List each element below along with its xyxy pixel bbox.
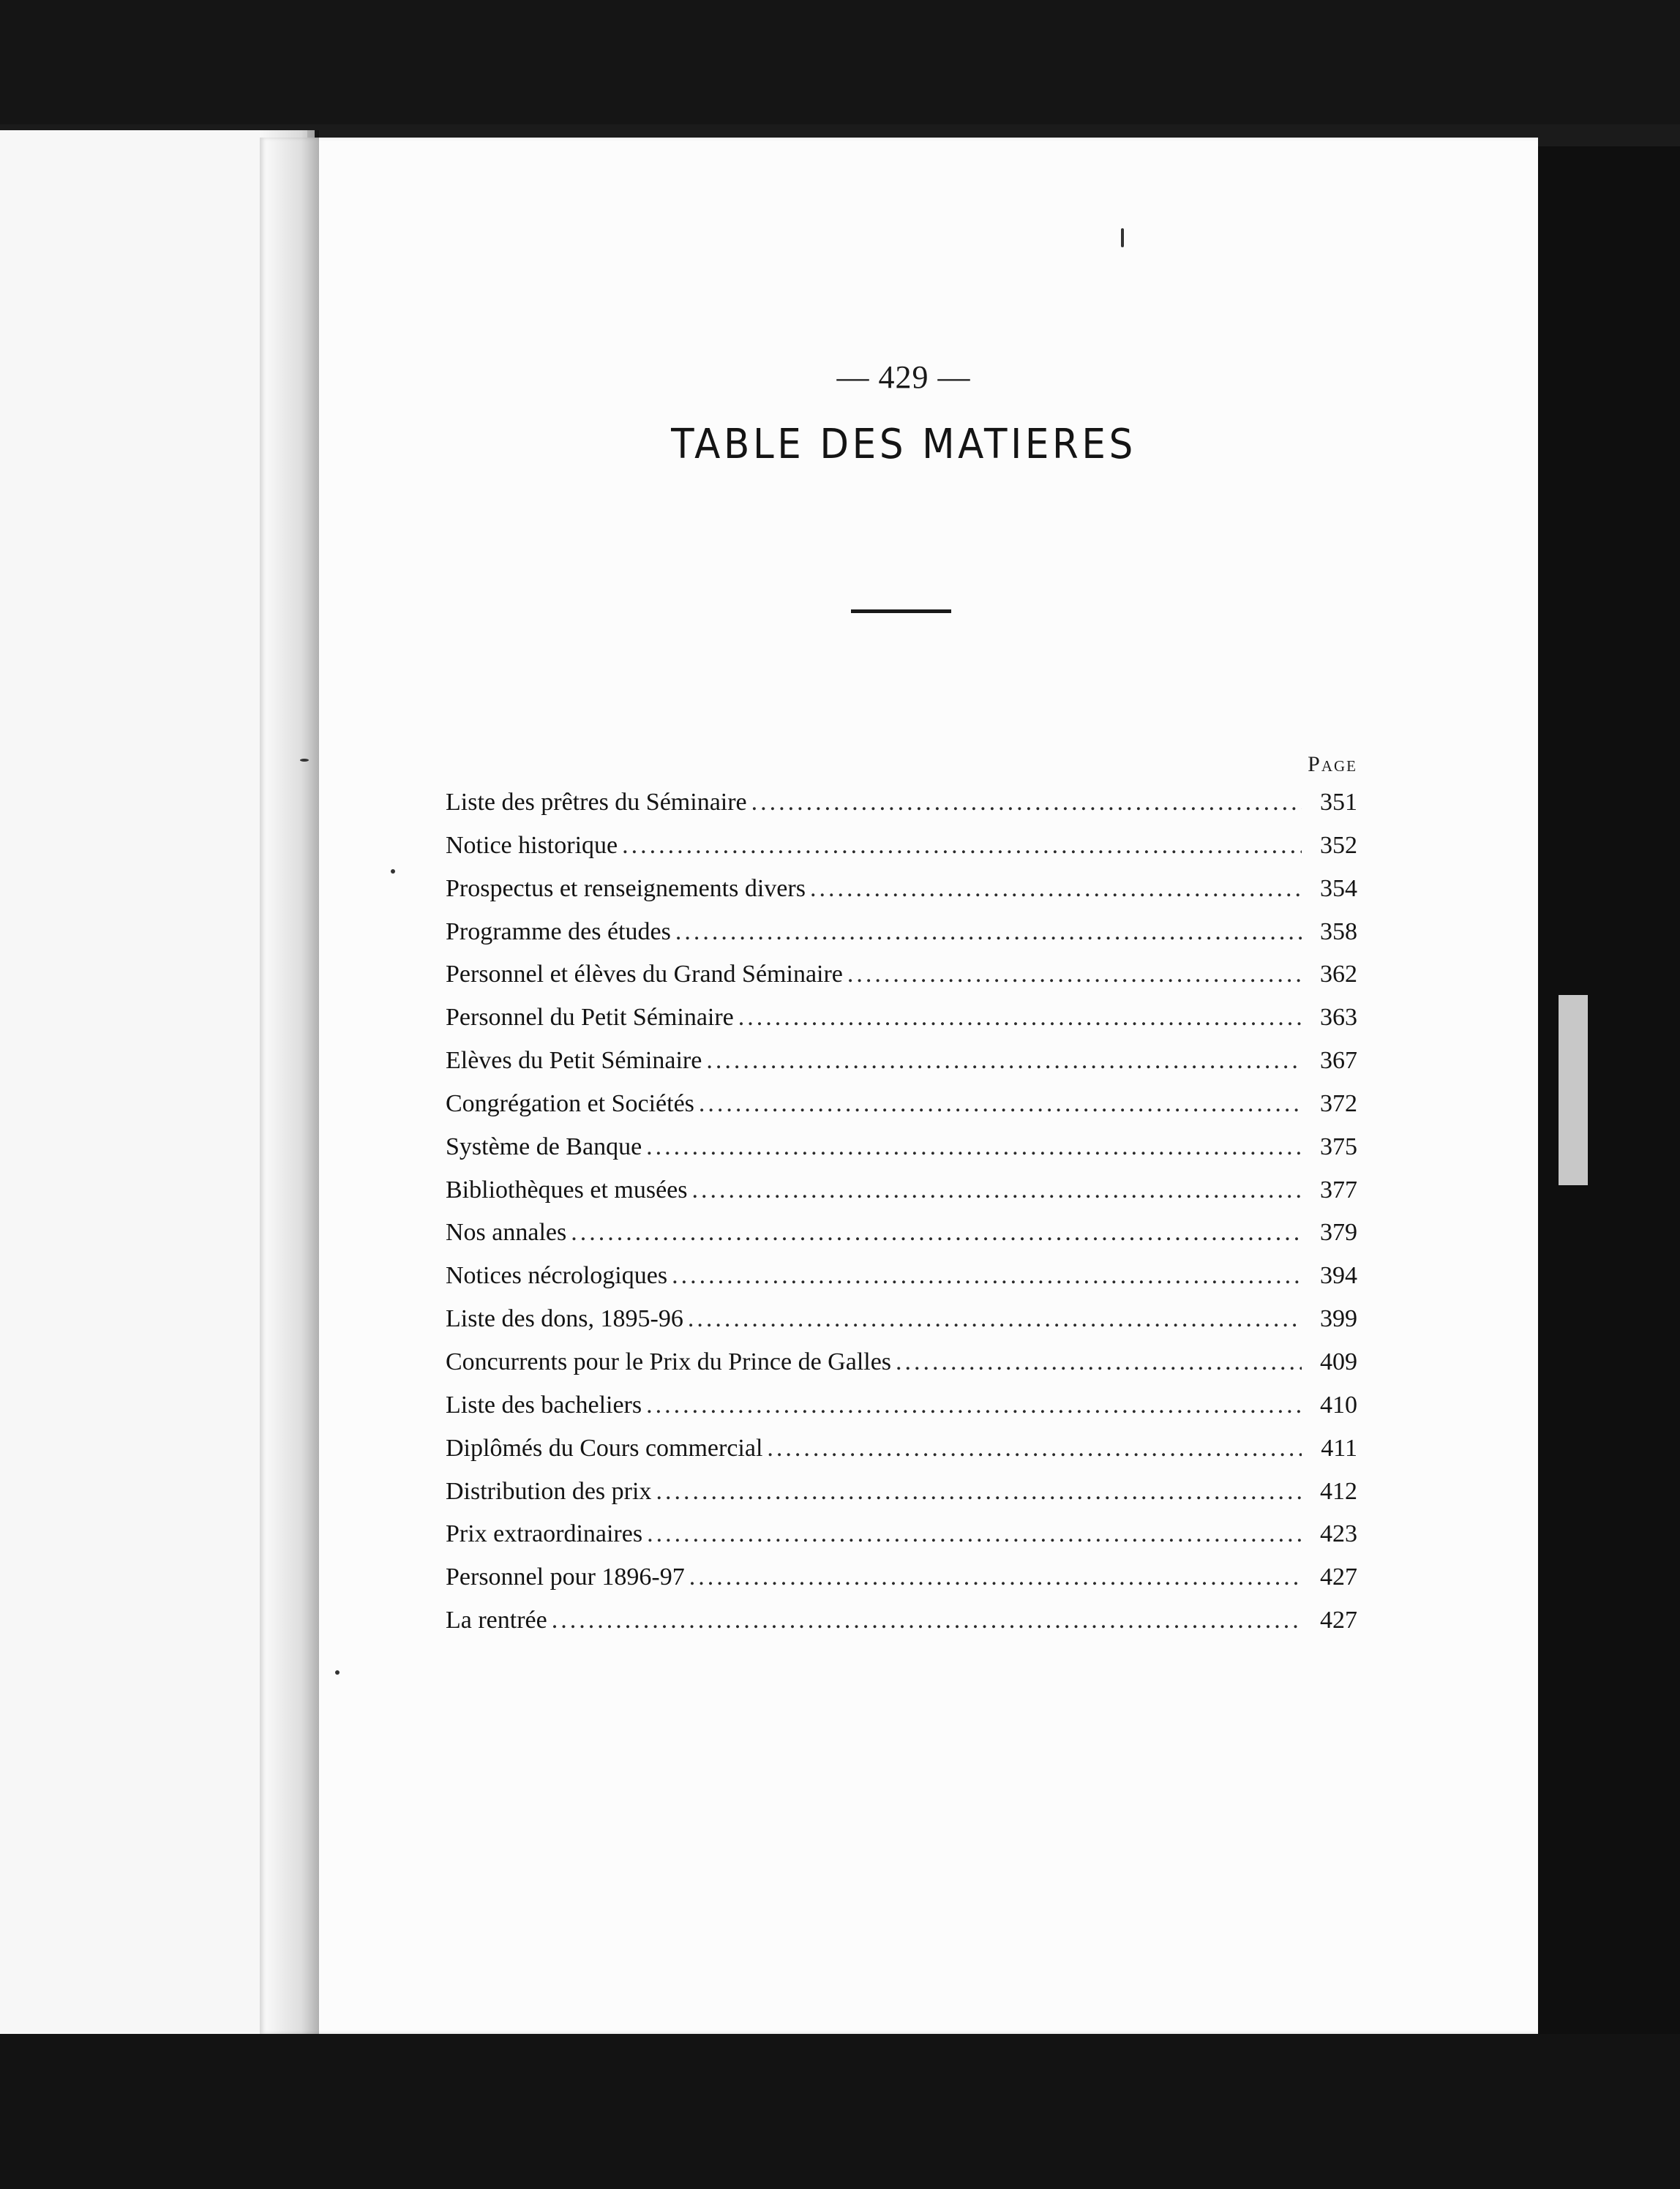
toc-entry-title: Système de Banque [446,1133,642,1160]
toc-entry [446,918,1357,961]
dot-leader [738,1004,1302,1032]
toc-entry-title: Personnel et élèves du Grand Séminaire [446,961,843,988]
dot-leader [647,1520,1302,1548]
toc-entry-title: Elèves du Petit Séminaire [446,1047,702,1075]
toc-entry-title: Distribution des prix [446,1477,652,1505]
toc-entry-page: 363 [1320,1004,1357,1032]
dot-leader [689,1563,1302,1591]
dot-leader [571,1219,1302,1247]
dot-leader [646,1392,1302,1419]
dot-leader [646,1133,1302,1161]
dot-leader [706,1047,1302,1075]
toc-entry [446,1004,1357,1047]
toc-entry [446,1392,1357,1435]
dot-leader [552,1607,1302,1634]
toc-entry [446,1563,1357,1607]
table-of-contents [446,789,1357,1650]
dot-leader [692,1176,1302,1204]
toc-entry-title: Personnel du Petit Séminaire [446,1004,734,1032]
toc-entry [446,1520,1357,1563]
toc-entry-page: 394 [1320,1262,1357,1290]
toc-entry-title: Notice historique [446,831,618,859]
toc-entry [446,1090,1357,1133]
toc-entry-page: 377 [1320,1176,1357,1204]
toc-entry-page: 427 [1320,1563,1357,1591]
toc-entry [446,789,1357,832]
toc-entry-title: Bibliothèques et musées [446,1176,688,1204]
dot-leader [675,918,1302,946]
toc-entry-title: Nos annales [446,1219,567,1247]
dot-leader [656,1478,1302,1506]
title-rule [851,609,951,613]
toc-entry-page: 352 [1320,831,1357,859]
toc-entry-title: La rentrée [446,1607,547,1634]
dust-speck [391,869,395,874]
page-column-heading: Page [1308,752,1357,776]
dot-leader [751,789,1302,816]
toc-entry-title: Programme des études [446,917,671,945]
toc-entry [446,875,1357,918]
toc-entry [446,1219,1357,1262]
toc-entry-page: 412 [1320,1477,1357,1505]
toc-entry-page: 351 [1320,789,1357,816]
dot-leader [767,1435,1302,1463]
toc-entry-title: Prospectus et renseignements divers [446,874,806,902]
toc-entry-page: 354 [1320,874,1357,902]
adjacent-page-sliver [1559,995,1588,1185]
toc-entry-title: Notices nécrologiques [446,1262,668,1290]
toc-entry [446,961,1357,1004]
dust-speck [335,1670,340,1675]
dot-leader [688,1305,1302,1333]
dot-leader [896,1348,1302,1376]
dot-leader [622,832,1302,860]
toc-entry [446,1435,1357,1478]
dust-speck [300,759,309,762]
toc-entry-page: 379 [1320,1219,1357,1247]
toc-entry-title: Diplômés du Cours commercial [446,1434,763,1462]
toc-entry [446,1478,1357,1521]
toc-entry-page: 423 [1320,1520,1357,1548]
page-title: TABLE DES MATIERES [671,421,1136,468]
gutter-shadow [260,130,319,2043]
toc-entry-title: Congrégation et Sociétés [446,1089,694,1117]
dot-leader [699,1090,1302,1118]
toc-entry [446,1305,1357,1348]
dot-leader [847,961,1302,988]
dot-leader [810,875,1302,903]
toc-entry [446,1262,1357,1305]
toc-entry-page: 411 [1321,1434,1357,1462]
toc-entry-page: 372 [1320,1089,1357,1117]
toc-entry [446,1607,1357,1650]
toc-entry [446,1348,1357,1392]
toc-entry-title: Prix extraordinaires [446,1520,643,1548]
page-number: — 429 — [836,359,971,395]
toc-entry-page: 410 [1320,1391,1357,1419]
toc-entry-title: Liste des dons, 1895-96 [446,1305,683,1333]
toc-entry-title: Liste des bacheliers [446,1391,642,1419]
toc-entry-page: 399 [1320,1305,1357,1333]
toc-entry [446,1047,1357,1090]
toc-entry [446,832,1357,875]
film-edge-bottom [0,2034,1680,2189]
toc-entry-page: 362 [1320,961,1357,988]
toc-entry-title: Concurrents pour le Prix du Prince de Galles [446,1348,892,1375]
toc-entry-page: 427 [1320,1607,1357,1634]
toc-entry [446,1133,1357,1176]
toc-entry [446,1176,1357,1220]
toc-entry-page: 409 [1320,1348,1357,1375]
toc-entry-page: 367 [1320,1047,1357,1075]
dust-speck [1121,228,1124,247]
toc-entry-page: 358 [1320,917,1357,945]
toc-entry-title: Personnel pour 1896-97 [446,1563,685,1591]
toc-entry-page: 375 [1320,1133,1357,1160]
dot-leader [672,1262,1302,1290]
toc-entry-title: Liste des prêtres du Séminaire [446,789,747,816]
film-edge-top [0,0,1680,124]
